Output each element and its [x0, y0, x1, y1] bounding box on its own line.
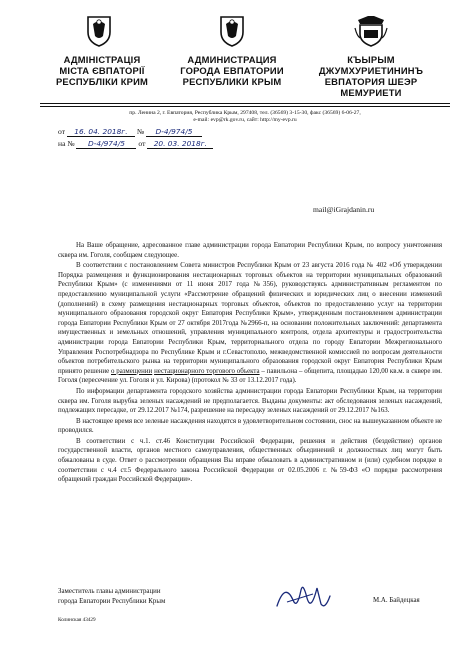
header-russian: [170, 54, 294, 87]
incoming-reference: [58, 139, 213, 149]
header-ukrainian: [40, 54, 164, 87]
outgoing-date: 16. 04. 2018г.: [67, 127, 135, 137]
reference-label: на №: [58, 139, 75, 148]
position-line: Заместитель главы администрации: [58, 588, 161, 595]
paragraph: В настоящее время все зеленые насаждения находятся в удовлетворительном состоянии, снос на вышеуказанном объекте не проводился.: [58, 417, 442, 435]
header-line: РЕСПУБЛИКИ КРЫМ: [182, 76, 282, 87]
reference-date: 20. 03. 2018г.: [147, 139, 213, 149]
reference-number: D-4/974/5: [76, 139, 136, 149]
header-line: ГОРОДА ЕВПАТОРИИ: [180, 65, 284, 76]
header-line: АДМІНІСТРАЦІЯ: [63, 54, 141, 65]
address-block: [40, 110, 450, 124]
decision-underlined-text: нестационарного торгового объекта: [154, 367, 260, 375]
from-label: от: [58, 127, 66, 136]
from-label: от: [138, 139, 146, 148]
letter-body: [58, 241, 442, 485]
handwritten-signature: [273, 576, 333, 616]
header-line: КЪЫРЫМ: [347, 54, 395, 65]
outgoing-number: D-4/974/5: [146, 127, 202, 137]
paragraph: На Ваше обращение, адресованное главе администрации города Евпатории Республики Крым, по вопросу уничтожения сквера им. Гоголя, сообщаем следующее.: [58, 242, 442, 259]
header-line: ЕВПАТОРИЯ ШЕЭР: [324, 76, 418, 87]
header-divider: [40, 103, 450, 104]
header-crimean-tatar: [296, 54, 446, 98]
outgoing-registration: [58, 127, 202, 137]
evpatoria-coat-of-arms-emblem: [354, 14, 388, 48]
header-divider: [40, 106, 450, 107]
header-line: ДЖУМХУРИЕТИНИНЪ: [318, 65, 424, 76]
contact-line: e-mail: evp@rk.gov.ru, сайт: http://my-evp.ru: [193, 117, 297, 123]
signatory-name: М.А. Байдецкая: [373, 597, 420, 604]
executor-note: Колинская 43429: [58, 617, 96, 623]
crimea-coat-of-arms-emblem: [218, 14, 246, 48]
decision-underlined-text: о размещении: [111, 367, 153, 375]
crimea-coat-of-arms-emblem: [85, 14, 113, 48]
paragraph: По информации департамента городского хозяйства администрации города Евпатории Республики Крым, на территории сквера им. Гоголя вырубка зеленых насаждений не предполагается. Выданы документы: акт обследования зеленых насаждений, подлежащих пересадке, от 29.12.2017 №174, разрешение на пересадку зеленых насаждений от 29.12.2017 №163.: [58, 387, 442, 415]
number-label: №: [136, 127, 145, 136]
paragraph: В соответствии с ч.1. ст.46 Конституции Российской Федерации, решения и действия (бездействие) органов государственной власти, органов местного самоуправления, общественных объединений и должностных лиц могут быть обжалованы в суде. Ответ о рассмотрении обращения Вы вправе обжаловать в административном и (или) судебном порядке в соответствии с ч.4 ст.5 Федерального закона Российской Федерации от 02.05.2006 г. №59-ФЗ «О порядке рассмотрения обращений граждан Российской Федерации».: [58, 437, 442, 484]
header-line: РЕСПУБЛІКИ КРИМ: [55, 76, 149, 87]
header-line: МЕМУРИЕТИ: [340, 87, 402, 98]
position-line: города Евпатории Республики Крым: [58, 597, 166, 605]
recipient-email[interactable]: mail@iGrajdanin.ru: [313, 205, 375, 214]
header-line: АДМИНИСТРАЦИЯ: [187, 54, 277, 65]
paragraph: [58, 261, 442, 386]
paragraph-text: В соответствии с постановлением Совета министров Республики Крым от 23 августа 2016 года № 402 «Об утверждении Порядка размещения и функционирования нестационарных торговых объектов на территории муниципальных образований Республики Крым» (с изменениями от 11 июня 2017 года №356), руководствуясь административным регламентом по предоставлению муниципальной услуги «Рассмотрение обращений физических и юридических лиц о внесении изменений (дополнений) в схему размещения нестационарных торговых объектов, объектов по предоставлению услуг на территории муниципального образования городской округ Евпатория Республики Крым», утвержденным постановлением администрации города Евпатории Республики Крым от 27 октября 2017года №2966-п, на основании положительных заключений: департамента имущественных и земельных отношений, управления муниципального контроля, отдела архитектуры и градостроительства администрации города Евпатории Республики Крым, территориального отдела по городу Евпатории Межрегионального Управления Роспотребнадзора по Республике Крым и г.Севастополю, межведомственной комиссией по вопросам деятельности объектов потребительского рынка на территории муниципального образования городской округ Евпатория Республики Крым принято решение: [58, 262, 442, 375]
address-line: пр. Ленина 2, г. Евпатория, Республика Крым, 297408, тел. (36569) 3-15-30, факс (36569) 6-06-27,: [129, 110, 361, 116]
signatory-position: [58, 587, 165, 606]
header-line: МІСТА ЄВПАТОРІЇ: [59, 65, 145, 76]
paragraph-text: – павильона – общепита, площадью 120,00 кв.м. в сквере им. Гоголя (пересечение ул. Гоголя и ул. Кирова) (протокол № 33 от 13.12.2017 года).: [58, 367, 442, 385]
